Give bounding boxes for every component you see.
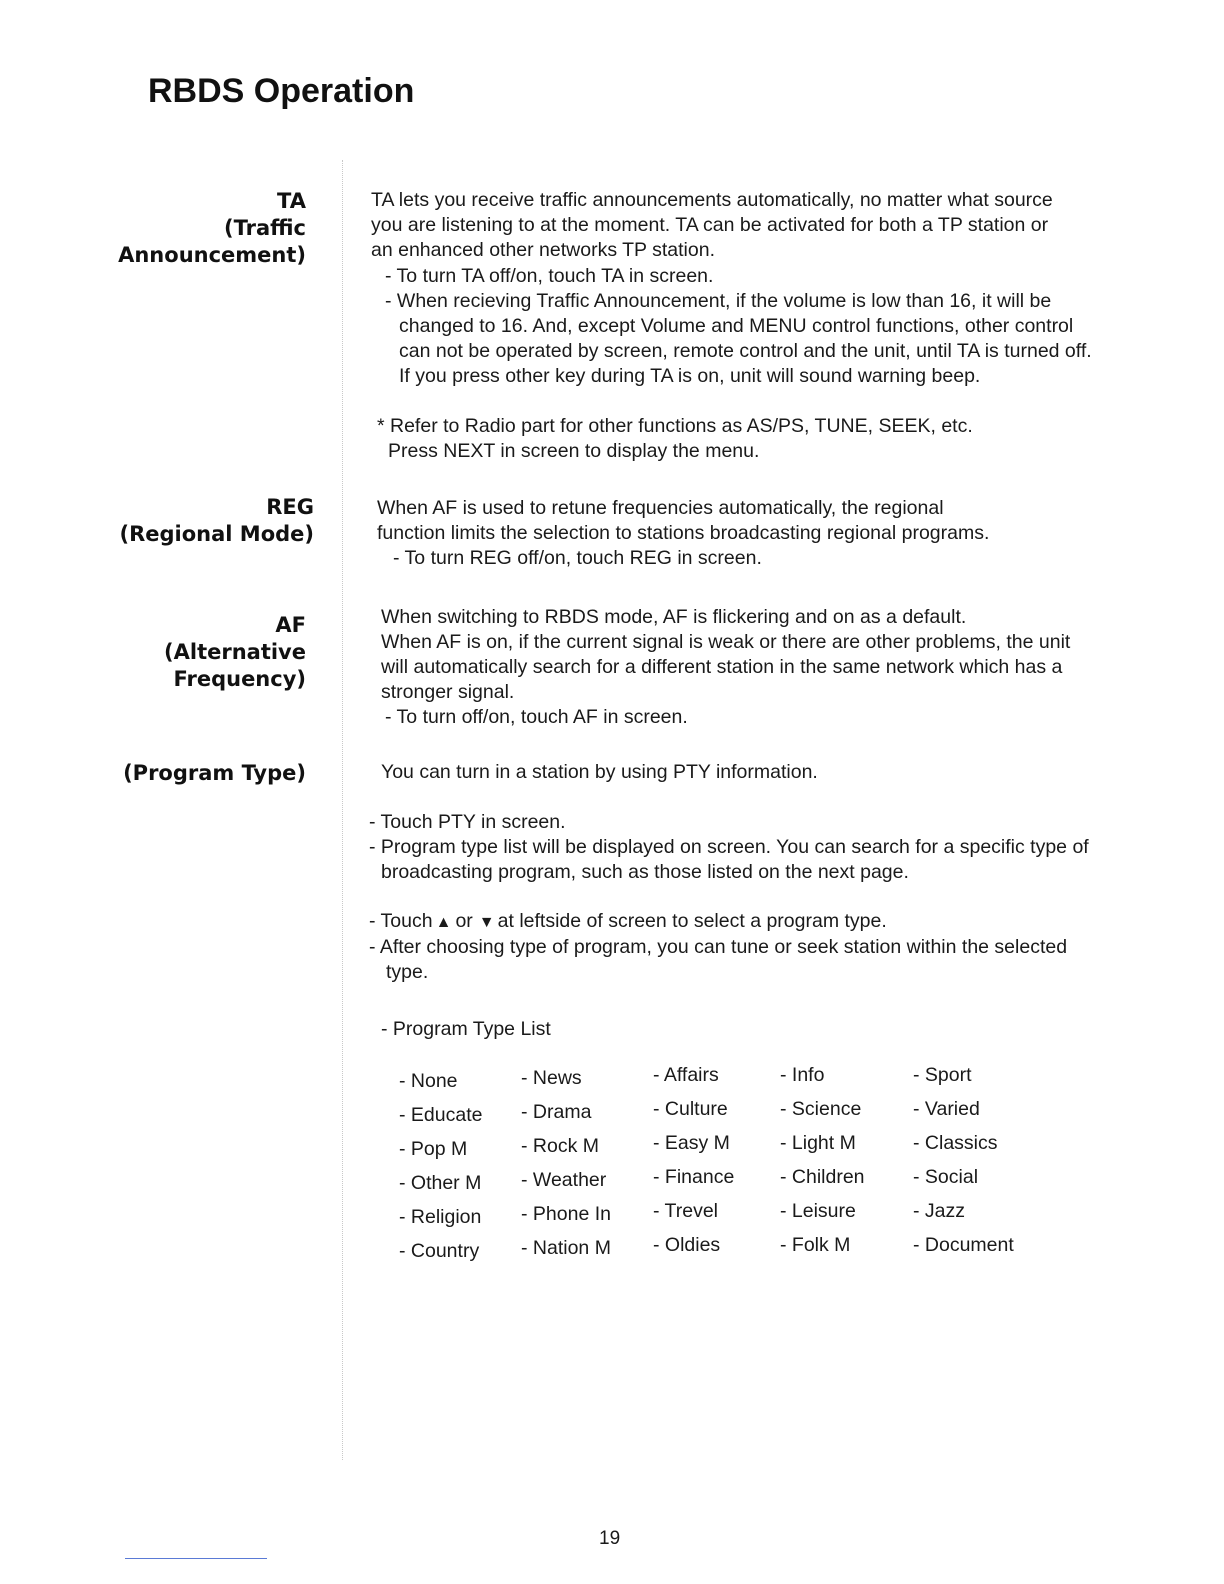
reg-heading-line: (Regional Mode) (119, 522, 314, 546)
program-type-item: - Oldies (653, 1234, 721, 1256)
program-type-row (399, 1200, 1079, 1234)
reg-text-line: When AF is used to retune frequencies automatically, the regional (377, 497, 944, 519)
pty-step: - Program type list will be displayed on screen. You can search for a specific type of broadcasting program, such as those listed on the next page. (369, 836, 1089, 883)
af-bullet: - To turn off/on, touch AF in screen. (385, 706, 688, 728)
program-type-item: - Weather (521, 1169, 607, 1191)
program-type-item: - News (521, 1067, 582, 1089)
program-type-item: - Rock M (521, 1135, 599, 1157)
pty-step: - After choosing type of program, you can tune or seek station within the selected type. (369, 936, 1068, 983)
ta-bullet: - To turn TA off/on, touch TA in screen. (385, 265, 714, 287)
ta-note-line: Press NEXT in screen to display the menu. (388, 440, 760, 462)
up-arrow-icon: ▲ (435, 914, 452, 931)
ta-text-line: TA lets you receive traffic announcements automatically, no matter what source (371, 189, 1053, 211)
pty-step-touch-prefix: - Touch (369, 910, 433, 932)
reg-description (377, 496, 1097, 571)
pty-heading-line: (Program Type) (123, 761, 306, 785)
program-type-item: - Drama (521, 1101, 592, 1123)
ta-heading-line: (Traffic (223, 216, 306, 240)
ta-note-line: * Refer to Radio part for other functions as AS/PS, TUNE, SEEK, etc. (377, 415, 973, 437)
reg-heading (120, 494, 315, 548)
program-type-item: - Science (780, 1098, 862, 1120)
ta-heading-line: Announcement) (118, 243, 306, 267)
program-type-item: - Trevel (653, 1200, 719, 1222)
ta-text-line: an enhanced other networks TP station. (371, 239, 716, 261)
program-type-item: - Social (913, 1166, 979, 1188)
af-heading-line: Frequency) (173, 667, 306, 691)
program-type-item: - Culture (653, 1098, 728, 1120)
ta-heading-line: TA (277, 189, 306, 213)
program-type-row (399, 1132, 1079, 1166)
program-type-row (399, 1064, 1079, 1098)
pty-steps-2 (369, 909, 1109, 985)
ta-heading (118, 188, 306, 269)
column-divider (342, 160, 343, 1460)
program-type-row (399, 1234, 1079, 1268)
af-text-line: stronger signal. (381, 681, 515, 703)
program-type-item: - Children (780, 1166, 865, 1188)
program-type-item: - Easy M (653, 1132, 730, 1154)
program-type-item: - Info (780, 1064, 825, 1086)
program-type-item: - None (399, 1070, 458, 1092)
program-type-item: - Folk M (780, 1234, 851, 1256)
program-type-item: - Phone In (521, 1203, 611, 1225)
ta-text-line: you are listening to at the moment. TA can be activated for both a TP station or (371, 214, 1049, 236)
pty-step-touch (369, 909, 1109, 935)
ta-description (371, 188, 1111, 263)
page-number: 19 (599, 1528, 621, 1549)
program-type-item: - Other M (399, 1172, 482, 1194)
pty-intro: You can turn in a station by using PTY information. (381, 761, 818, 783)
down-arrow-icon: ▼ (478, 914, 495, 931)
program-type-item: - Document (913, 1234, 1014, 1256)
reg-text-line: function limits the selection to stations broadcasting regional programs. (377, 522, 990, 544)
pty-steps-1 (369, 810, 1109, 885)
program-type-item: - Varied (913, 1098, 980, 1120)
reg-bullet: - To turn REG off/on, touch REG in screen. (393, 547, 762, 569)
ta-bullets (385, 264, 1100, 389)
program-type-item: - Pop M (399, 1138, 468, 1160)
ta-note (377, 414, 1077, 464)
af-description (381, 605, 1101, 730)
pty-step-touch-suffix: at leftside of screen to select a program type. (497, 910, 887, 932)
program-type-row (399, 1166, 1079, 1200)
program-type-item: - Leisure (780, 1200, 856, 1222)
reg-heading-line: REG (266, 495, 314, 519)
af-text-line: will automatically search for a different station in the same network which has a (381, 656, 1063, 678)
program-type-item: - Religion (399, 1206, 482, 1228)
af-text-line: When AF is on, if the current signal is weak or there are other problems, the unit (381, 631, 1071, 653)
program-type-item: - Finance (653, 1166, 735, 1188)
program-type-item: - Light M (780, 1132, 856, 1154)
program-type-item: - Affairs (653, 1064, 719, 1086)
program-type-list-title: - Program Type List (381, 1018, 551, 1040)
af-heading-line: (Alternative (164, 640, 306, 664)
pty-heading (123, 760, 306, 787)
program-type-item: - Nation M (521, 1237, 611, 1259)
ta-bullet: - When recieving Traffic Announcement, if the volume is low than 16, it will be changed to 16. And, except Volume and MENU control functions, other control can not be operated by screen, remote control and the unit, until TA is turned off. If you press other key during TA is on, unit will sound warning beep. (385, 290, 1092, 387)
af-heading-line: AF (275, 613, 306, 637)
program-type-item: - Classics (913, 1132, 998, 1154)
af-heading (164, 612, 306, 693)
pty-step: - Touch PTY in screen. (369, 811, 566, 833)
program-type-item: - Jazz (913, 1200, 966, 1222)
page-title: RBDS Operation (148, 72, 415, 110)
or-word: or (455, 910, 473, 932)
program-type-item: - Country (399, 1240, 480, 1262)
footer-rule (125, 1558, 267, 1559)
program-type-item: - Sport (913, 1064, 972, 1086)
program-type-item: - Educate (399, 1104, 483, 1126)
program-type-list (399, 1064, 1079, 1268)
program-type-row (399, 1098, 1079, 1132)
af-text-line: When switching to RBDS mode, AF is flickering and on as a default. (381, 606, 967, 628)
